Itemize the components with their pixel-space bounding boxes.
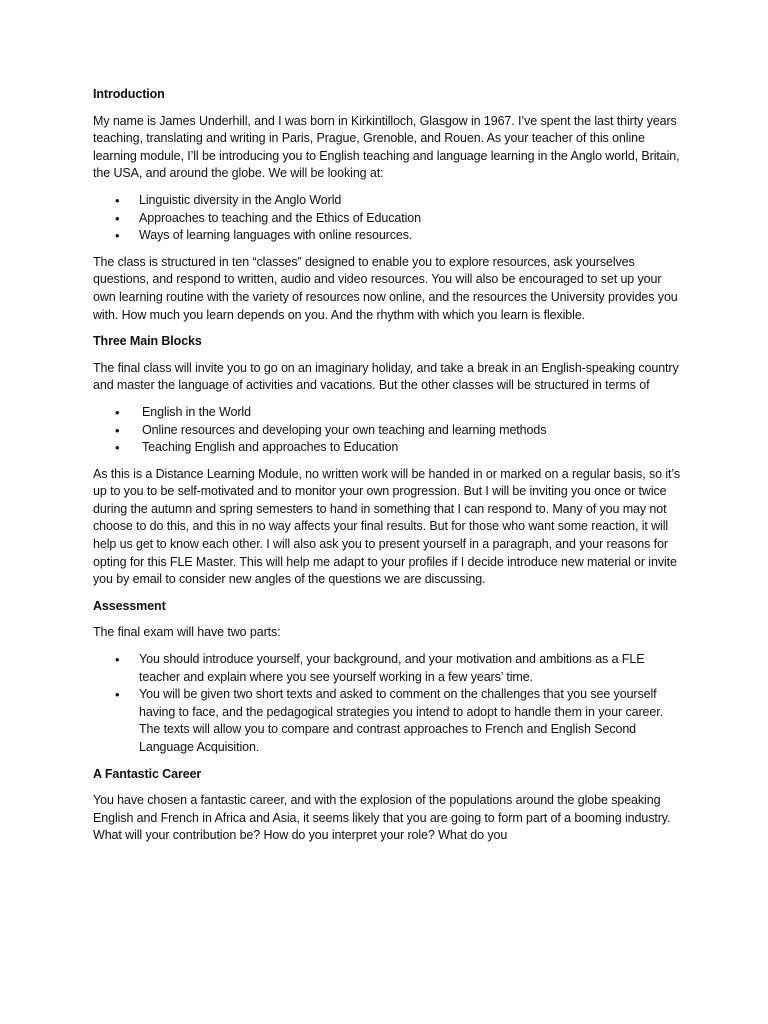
list-item: • Approaches to teaching and the Ethics of Education <box>93 210 683 228</box>
career-paragraph-1: You have chosen a fantastic career, and with the explosion of the populations around the globe speaking English and French in Africa and Asia, it seems likely that you are going to form part of a booming industry. What will your contribution be? How do you interpret your role? What do you <box>93 793 671 843</box>
list-item: • English in the World <box>93 404 683 422</box>
heading-fantastic-career: A Fantastic Career <box>93 766 202 781</box>
list-item: • You should introduce yourself, your background, and your motivation and ambitions as a FLE teacher and explain where you see yourself working in a few years’ time. <box>93 651 683 686</box>
heading-three-main-blocks: Three Main Blocks <box>93 334 202 349</box>
document-page <box>93 86 683 854</box>
blocks-paragraph-1: The final class will invite you to go on an imaginary holiday, and take a break in an English-speaking country and master the language of activities and vacations. But the other classes will be structured in terms of <box>93 360 679 393</box>
intro-bullet-list <box>93 192 683 245</box>
assessment-bullet-list <box>93 651 683 757</box>
heading-assessment: Assessment <box>93 598 166 613</box>
heading-introduction: Introduction <box>93 87 165 101</box>
intro-paragraph-2: The class is structured in ten “classes” designed to enable you to explore resources, ask yourselves questions, and respond to written, audio and video resources. You will also be encouraged to set up your own learning routine with the variety of resources now online, and the resources the University provides you with. How much you learn depends on you. And the rhythm with which you learn is flexible. <box>93 254 678 322</box>
list-item: • Linguistic diversity in the Anglo World <box>93 192 683 210</box>
blocks-bullet-list <box>93 404 683 457</box>
list-item: • Online resources and developing your own teaching and learning methods <box>93 422 683 440</box>
list-item: • Ways of learning languages with online resources. <box>93 227 683 245</box>
list-item: • You will be given two short texts and asked to comment on the challenges that you see yourself having to face, and the pedagogical strategies you intend to adopt to handle them in your career. The texts will allow you to compare and contrast approaches to French and English Second Language Acquisition. <box>93 686 683 756</box>
assessment-paragraph-1: The final exam will have two parts: <box>93 625 281 640</box>
list-item: • Teaching English and approaches to Education <box>93 439 683 457</box>
intro-paragraph-1: My name is James Underhill, and I was born in Kirkintilloch, Glasgow in 1967. I’ve spent the last thirty years teaching, translating and writing in Paris, Prague, Grenoble, and Rouen. As your teacher of this online learning module, I’ll be introducing you to English teaching and language learning in the Anglo world, Britain, the USA, and around the globe. We will be looking at: <box>93 113 680 181</box>
blocks-paragraph-2: As this is a Distance Learning Module, no written work will be handed in or marked on a regular basis, so it’s up to you to be self-motivated and to monitor your own progression. But I will be inviting you once or twice during the autumn and spring semesters to hand in something that I can respond to. Many of you may not choose to do this, and this in no way affects your final results. But for those who want some reaction, it will help us get to know each other. I will also ask you to present yourself in a paragraph, and your reasons for opting for this FLE Master. This will help me adapt to your profiles if I decide introduce new material or invite you by email to consider new angles of the questions we are discussing. <box>93 466 680 587</box>
